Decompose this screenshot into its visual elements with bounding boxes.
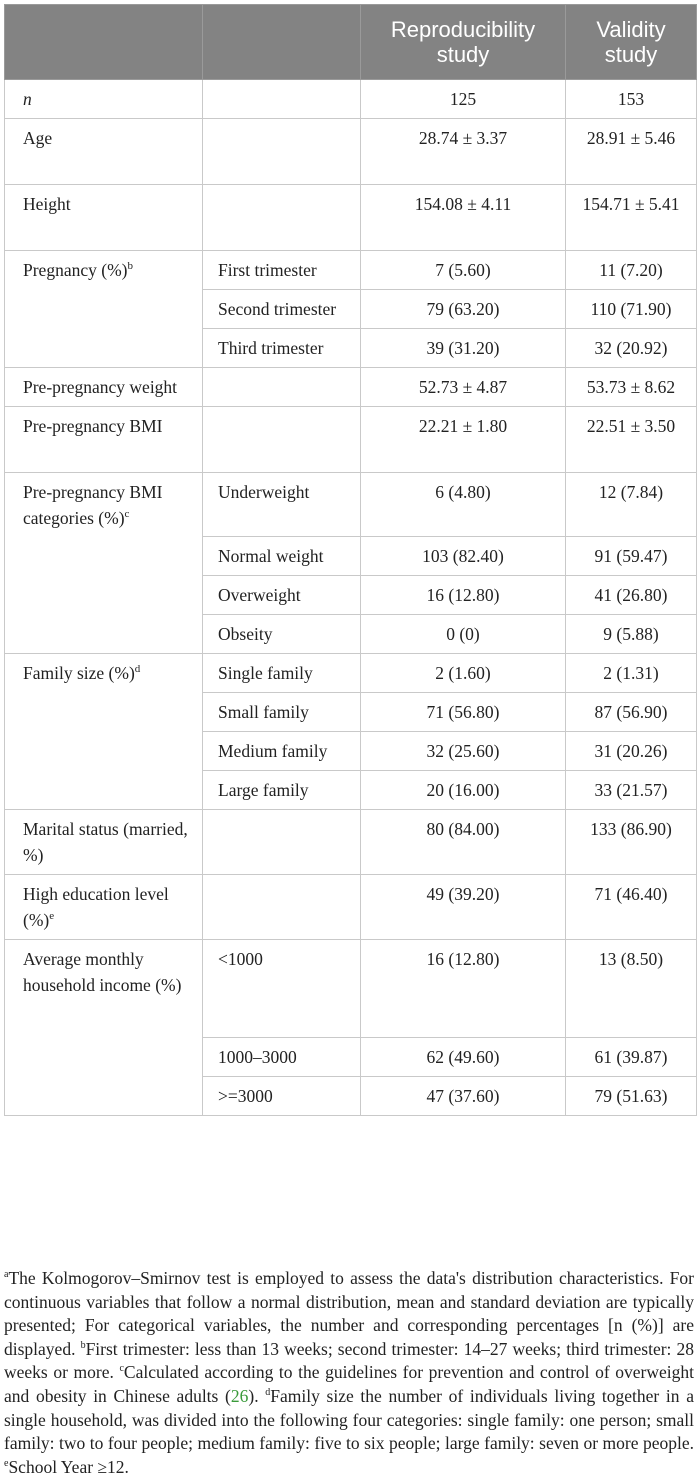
- validity-value: 61 (39.87): [566, 1038, 697, 1077]
- row-label-text: High education level (%): [23, 884, 169, 930]
- table-row: [5, 940, 697, 1038]
- validity-value: 53.73 ± 8.62: [566, 368, 697, 407]
- table-row: [5, 251, 697, 290]
- row-subcategory: [203, 407, 361, 473]
- validity-value: 13 (8.50): [566, 940, 697, 1038]
- row-label: [5, 251, 203, 368]
- footnote-e: School Year ≥12.: [8, 1456, 129, 1477]
- footnote-b: First trimester: less than 13 weeks; second trimester: 14–27 weeks; third trimester: 28 weeks or more.: [4, 1338, 695, 1383]
- reproducibility-value: 71 (56.80): [361, 693, 566, 732]
- validity-value: 153: [566, 80, 697, 119]
- reproducibility-value: 6 (4.80): [361, 473, 566, 537]
- reproducibility-value: 154.08 ± 4.11: [361, 185, 566, 251]
- footnote-marker: c: [124, 508, 130, 521]
- table-row: [5, 119, 697, 185]
- table-row: [5, 185, 697, 251]
- row-subcategory: <1000: [203, 940, 361, 1038]
- reproducibility-value: 16 (12.80): [361, 576, 566, 615]
- reproducibility-value: 28.74 ± 3.37: [361, 119, 566, 185]
- row-subcategory: [203, 810, 361, 875]
- reproducibility-value: 39 (31.20): [361, 329, 566, 368]
- validity-value: 110 (71.90): [566, 290, 697, 329]
- row-subcategory: Single family: [203, 654, 361, 693]
- row-subcategory: >=3000: [203, 1077, 361, 1116]
- row-label: Marital status (married, %): [5, 810, 203, 875]
- reproducibility-value: 32 (25.60): [361, 732, 566, 771]
- row-subcategory: Medium family: [203, 732, 361, 771]
- footnote-c: Calculated according to the guidelines for prevention and control of overweight and obesity in Chinese adults (: [4, 1362, 695, 1406]
- reference-link[interactable]: 26: [230, 1385, 249, 1406]
- validity-value: 33 (21.57): [566, 771, 697, 810]
- table-row: [5, 407, 697, 473]
- validity-value: 12 (7.84): [566, 473, 697, 537]
- footnote-marker: a: [4, 1269, 9, 1281]
- header-subcategory: [203, 5, 361, 80]
- row-subcategory: First trimester: [203, 251, 361, 290]
- header-validity-study: Validity study: [566, 5, 697, 80]
- reproducibility-value: 52.73 ± 4.87: [361, 368, 566, 407]
- reproducibility-value: 2 (1.60): [361, 654, 566, 693]
- row-label: Pre-pregnancy BMI: [5, 407, 203, 473]
- row-label: Average monthly household income (%): [5, 940, 203, 1116]
- footnote-marker: e: [49, 910, 55, 923]
- row-label: n: [5, 80, 203, 119]
- reproducibility-value: 0 (0): [361, 615, 566, 654]
- validity-value: 11 (7.20): [566, 251, 697, 290]
- footnote-marker: d: [265, 1387, 271, 1399]
- table-container: [4, 4, 696, 1116]
- reproducibility-value: 62 (49.60): [361, 1038, 566, 1077]
- validity-value: 2 (1.31): [566, 654, 697, 693]
- row-label: [5, 654, 203, 810]
- header-reproducibility-study: Reproducibility study: [361, 5, 566, 80]
- row-subcategory: [203, 185, 361, 251]
- reproducibility-value: 80 (84.00): [361, 810, 566, 875]
- validity-value: 87 (56.90): [566, 693, 697, 732]
- validity-value: 22.51 ± 3.50: [566, 407, 697, 473]
- header-row: [5, 5, 697, 80]
- row-subcategory: [203, 119, 361, 185]
- row-label: Age: [5, 119, 203, 185]
- validity-value: 28.91 ± 5.46: [566, 119, 697, 185]
- row-subcategory: Underweight: [203, 473, 361, 537]
- reproducibility-value: 125: [361, 80, 566, 119]
- row-subcategory: [203, 368, 361, 407]
- row-subcategory: Second trimester: [203, 290, 361, 329]
- table-row: [5, 473, 697, 537]
- footnote-marker: d: [134, 663, 141, 676]
- characteristics-table: [4, 4, 697, 1116]
- row-subcategory: Normal weight: [203, 537, 361, 576]
- table-row: [5, 80, 697, 119]
- row-label: [5, 473, 203, 654]
- row-subcategory: Overweight: [203, 576, 361, 615]
- validity-value: 133 (86.90): [566, 810, 697, 875]
- validity-value: 71 (46.40): [566, 875, 697, 940]
- row-subcategory: Small family: [203, 693, 361, 732]
- validity-value: 32 (20.92): [566, 329, 697, 368]
- reproducibility-value: 22.21 ± 1.80: [361, 407, 566, 473]
- validity-value: 91 (59.47): [566, 537, 697, 576]
- row-subcategory: Obseity: [203, 615, 361, 654]
- row-subcategory: [203, 80, 361, 119]
- row-label-text: Pre-pregnancy BMI categories (%): [23, 482, 163, 528]
- reproducibility-value: 7 (5.60): [361, 251, 566, 290]
- row-subcategory: Third trimester: [203, 329, 361, 368]
- footnote-a: The Kolmogorov–Smirnov test is employed to assess the data's distribution characteristics. For continuous variables that follow a normal distribution, mean and standard deviation are typically presented; For categorical variables, the number and corresponding percentages [n (%)] are displayed.: [4, 1268, 694, 1359]
- table-row: [5, 654, 697, 693]
- validity-value: 41 (26.80): [566, 576, 697, 615]
- reproducibility-value: 79 (63.20): [361, 290, 566, 329]
- row-subcategory: Large family: [203, 771, 361, 810]
- validity-value: 79 (51.63): [566, 1077, 697, 1116]
- footnote-c-end: ).: [248, 1385, 259, 1406]
- validity-value: 9 (5.88): [566, 615, 697, 654]
- row-label: Pre-pregnancy weight: [5, 368, 203, 407]
- footnote-d: Family size the number of individuals living together in a single household, was divided into the following four categories: single family: one person; small family: two to four people; medium family: five to six people; large family: seven or more people.: [4, 1385, 694, 1454]
- row-label: Height: [5, 185, 203, 251]
- footnote-marker: b: [127, 260, 133, 273]
- row-label-text: Pregnancy (%): [23, 260, 128, 280]
- table-row: [5, 810, 697, 875]
- reproducibility-value: 49 (39.20): [361, 875, 566, 940]
- row-label: [5, 875, 203, 940]
- header-variable: [5, 5, 203, 80]
- validity-value: 31 (20.26): [566, 732, 697, 771]
- table-footnotes: [4, 1267, 694, 1479]
- row-label-text: Family size (%): [23, 663, 135, 683]
- row-subcategory: [203, 875, 361, 940]
- reproducibility-value: 103 (82.40): [361, 537, 566, 576]
- footnote-marker: b: [80, 1339, 86, 1351]
- footnote-marker: c: [119, 1363, 124, 1375]
- validity-value: 154.71 ± 5.41: [566, 185, 697, 251]
- table-row: [5, 875, 697, 940]
- table-row: [5, 368, 697, 407]
- reproducibility-value: 47 (37.60): [361, 1077, 566, 1116]
- reproducibility-value: 20 (16.00): [361, 771, 566, 810]
- row-subcategory: 1000–3000: [203, 1038, 361, 1077]
- footnote-marker: e: [4, 1457, 9, 1469]
- reproducibility-value: 16 (12.80): [361, 940, 566, 1038]
